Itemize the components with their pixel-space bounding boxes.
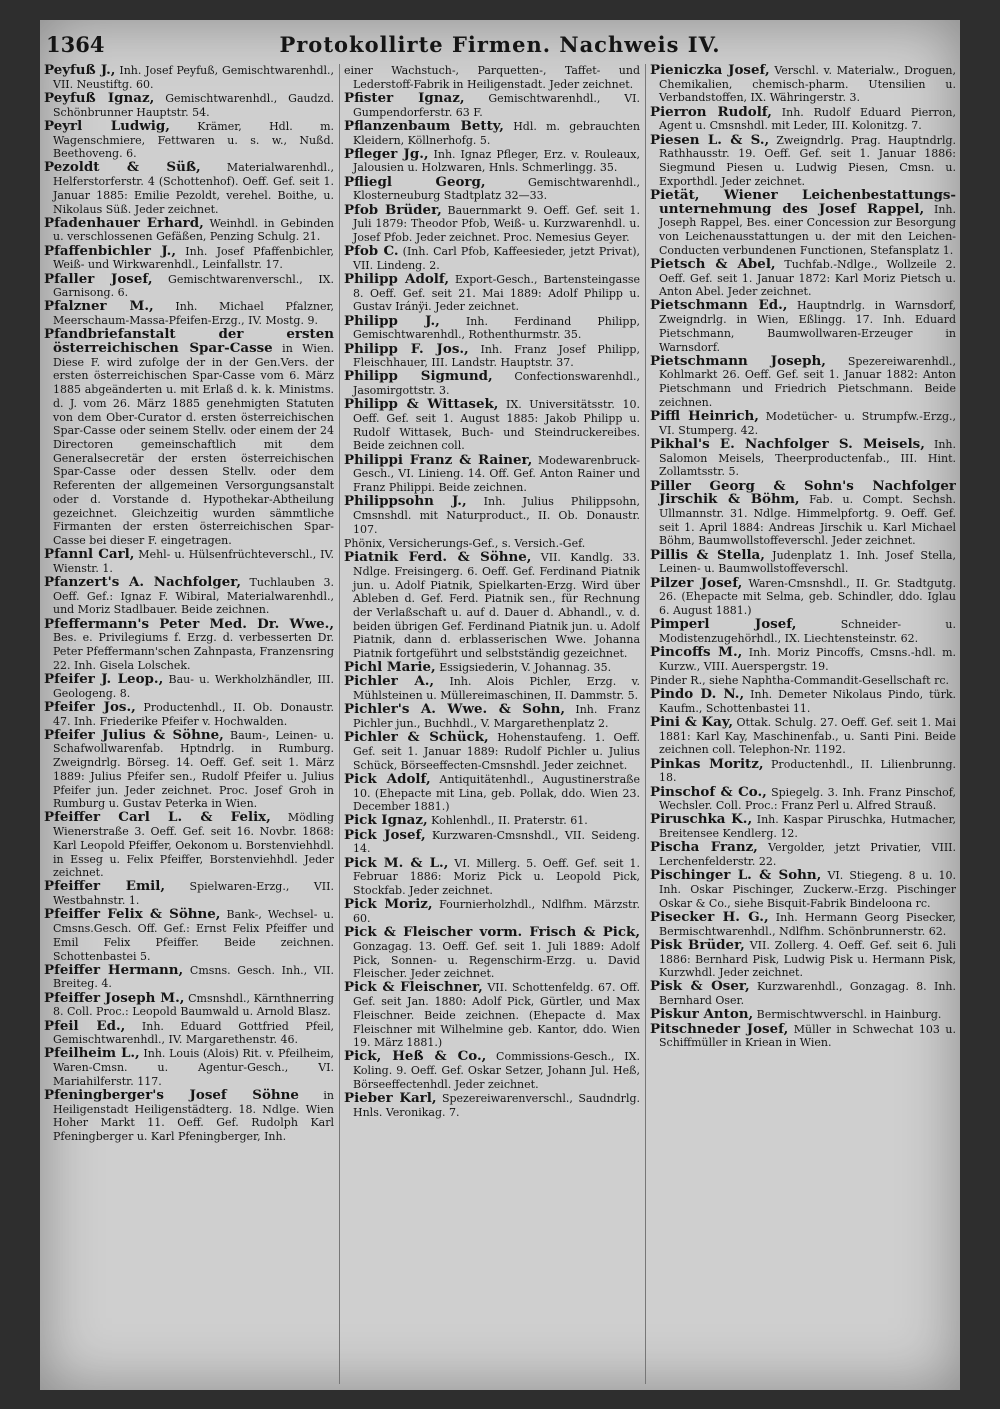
directory-entry (44, 1089, 334, 1144)
firm-name: Pischinger L. & Sohn, (650, 867, 822, 884)
directory-entry (44, 270, 334, 300)
page-title: Protokollirte Firmen. Nachweis IV. (279, 32, 721, 57)
column-1 (44, 64, 334, 1384)
firm-details: Inh. Franz Josef Philipp, Fleischhauer, III. Landstr. Hauptstr. 37. (353, 342, 640, 370)
directory-entry (650, 783, 956, 813)
firm-details: Bauernmarkt 9. Oeff. Gef. seit 1. Juli 1879: Theodor Pfob, Weiß- u. Kurzwarenhdl. u. Josef Pfob. Jeder zeichnet. Proc. Nemesius Geyer. (353, 203, 640, 244)
directory-entry (344, 981, 640, 1050)
firm-details: Hdl. m. gebrauchten Kleidern, Köllnerhofg. 5. (353, 119, 640, 147)
firm-name: Pick Ignaz, (344, 812, 428, 829)
firm-name: Pfaller Josef, (44, 270, 153, 287)
directory-entry (344, 495, 640, 536)
firm-details: Fab. u. Compt. Sechsh. Ullmannstr. 31. Ndlge. Himmelpfortg. 9. Oeff. Gef. seit 1. April 1884: Andreas Jirschik u. Karl Michael Böhm, Baumwollstoffeverschl. Jeder zeichnet. (659, 493, 956, 548)
firm-name: Piruschka K., (650, 811, 753, 828)
directory-entry (44, 161, 334, 216)
firm-name: Pilzer Josef, (650, 574, 743, 591)
directory-entry (44, 1047, 334, 1088)
firm-details: Mehl- u. Hülsenfrüchteverschl., IV. Wienstr. 1. (53, 548, 334, 575)
firm-details: Inh. Michael Pfalzner, Meerschaum-Massa-Pfeifen-Erzg., IV. Mostg. 9. (53, 300, 334, 328)
directory-entry (344, 245, 640, 272)
firm-details: Bermischtwverschl. in Hainburg. (753, 1008, 942, 1022)
directory-entry (44, 576, 334, 617)
firm-name: Pietschmann Joseph, (650, 352, 826, 369)
directory-entry (44, 89, 334, 119)
firm-name: Pick Josef, (344, 826, 426, 843)
firm-details: Inh. Salomon Meisels, Theerproductenfab., III. Hint. Zollamtsstr. 5. (659, 437, 956, 479)
firm-details: Modetücher- u. Strumpfw.-Erzg., VI. Stumperg. 42. (659, 410, 956, 437)
directory-entry (650, 574, 956, 618)
directory-entry (650, 64, 956, 105)
directory-entry (44, 242, 334, 272)
directory-entry (44, 117, 334, 161)
firm-name: Pfeffermann's Peter Med. Dr. Wwe., (44, 615, 334, 632)
firm-name: Piffl Heinrich, (650, 408, 759, 425)
firm-name: Philippsohn J., (344, 493, 467, 510)
directory-entry (44, 989, 334, 1019)
firm-name: Philipp F. Jos., (344, 340, 469, 357)
firm-details: Inh. Josef Pfaffenbichler, Weiß- und Wirkwarenhdl., Leinfallstr. 17. (53, 244, 334, 272)
firm-details: Bes. e. Privilegiums f. Erzg. d. verbesserten Dr. Peter Pfeffermann'schen Zahnpasta, Franzensring 22. Inh. Gisela Lolschek. (53, 631, 334, 672)
firm-name: Pick & Fleischer vorm. Frisch & Pick, (344, 924, 640, 941)
firm-name: Pieber Karl, (344, 1090, 437, 1107)
firm-name: Pfister Ignaz, (344, 89, 465, 106)
firm-details: Kohlenhdl., II. Praterstr. 61. (427, 814, 588, 828)
column-divider (339, 64, 340, 1384)
firm-details: Bank-, Wechsel- u. Cmsns.Gesch. Off. Gef.: Ernst Felix Pfeiffer und Emil Felix Pfeiffer. Beide zeichnen. Schottenbastei 5. (53, 908, 334, 963)
firm-details: Modewarenbruck-Gesch., VI. Linieng. 14. Off. Gef. Anton Rainer und Franz Philippi. Beide zeichnen. (353, 453, 640, 495)
directory-entry (44, 908, 334, 963)
directory-entry (44, 811, 334, 880)
directory-entry (650, 1020, 956, 1050)
directory-entry (650, 980, 956, 1007)
firm-details: Kurzwaren-Cmsnshdl., VII. Seideng. 14. (353, 828, 640, 856)
firm-details: Inh. Hermann Georg Pisecker, Bermischtwarenhdl., Ndlfhm. Schönbrunnerstr. 62. (659, 910, 956, 938)
firm-name: Pichl Marie, (344, 659, 436, 676)
firm-name: Pfannl Carl, (44, 546, 135, 563)
firm-name: Pfeifer Julius & Söhne, (44, 726, 224, 743)
firm-name: Pikhal's E. Nachfolger S. Meisels, (650, 435, 925, 452)
firm-details: Inh. Josef Peyfuß, Gemischtwarenhdl., VII. Neustiftg. 60. (53, 64, 334, 91)
firm-name: Pfeiffer Felix & Söhne, (44, 906, 221, 923)
column-divider (645, 64, 646, 1384)
directory-entry (344, 926, 640, 981)
firm-details: Export-Gesch., Bartensteingasse 8. Oeff. Gef. seit 21. Mai 1889: Adolf Philipp u. Gustav Iránÿi. Jeder zeichnet. (353, 273, 640, 314)
firm-name: Peyfuß J., (44, 64, 116, 78)
firm-name: Pfaffenbichler J., (44, 242, 176, 259)
firm-details: Verschl. v. Materialw., Droguen, Chemikalien, chemisch-pharm. Utensilien u. Verbandstoffen, IX. Währingerstr. 3. (659, 64, 956, 105)
firm-name: Pietschmann Ed., (650, 297, 788, 314)
directory-entry (44, 1017, 334, 1047)
firm-name: Philipp Sigmund, (344, 368, 493, 385)
firm-details: Judenplatz 1. Inh. Josef Stella, Leinen- u. Baumwollstoffeverschl. (659, 548, 956, 576)
directory-entry (344, 312, 640, 342)
firm-details: Inh. Demeter Nikolaus Pindo, türk. Kaufm., Schottenbastei 11. (659, 688, 956, 715)
firm-name: Pietsch & Abel, (650, 255, 776, 272)
firm-details: Confectionswarenhdl., Jasomirgottstr. 3. (353, 370, 640, 398)
firm-details: Spiegelg. 3. Inh. Franz Pinschof, Wechsler. Coll. Proc.: Franz Perl u. Alfred Strauß. (659, 785, 956, 813)
firm-name: Pichler A., (344, 673, 435, 690)
firm-name: Pfeiffer Hermann, (44, 961, 184, 978)
directory-entry (650, 936, 956, 980)
directory-entry (344, 770, 640, 814)
directory-entry (44, 961, 334, 991)
firm-name: Pieniczka Josef, (650, 64, 770, 78)
firm-name: Pimperl Josef, (650, 616, 797, 633)
firm-details: Inh. Eduard Gottfried Pfeil, Gemischtwarenhdl., IV. Margarethenstr. 46. (53, 1019, 334, 1047)
firm-name: Pick, Heß & Co., (344, 1048, 487, 1065)
directory-entry (650, 755, 956, 785)
directory-entry (650, 103, 956, 133)
firm-details: VI. Stiegeng. 8 u. 10. Inh. Oskar Pischinger, Zuckerw.-Erzg. Pischinger Oskar & Co., siehe Bisquit-Fabrik Bindeloona rc. (659, 869, 956, 910)
firm-name: Pezoldt & Süß, (44, 159, 201, 176)
firm-details: Phönix, Versicherungs-Gef., s. Versich.-Gef. (344, 536, 586, 550)
directory-entry (344, 273, 640, 314)
directory-entry (344, 675, 640, 702)
directory-page (40, 20, 960, 1390)
firm-details: Hohenstaufeng. 1. Oeff. Gef. seit 1. Januar 1889: Rudolf Pichler u. Julius Schück, Börseeffecten-Cmsnshdl. Jeder zeichnet. (353, 731, 640, 772)
firm-name: Pfeifer Jos., (44, 698, 136, 715)
directory-entry (344, 340, 640, 370)
firm-name: Pick & Fleischner, (344, 979, 483, 996)
firm-details: Inh. Joseph Rappel, Bes. einer Concession zur Besorgung von Leichenausstattungen u. der mit den Leichen-Conducten verbundenen Functionen, Stefansplatz 1. (659, 202, 956, 257)
firm-details: VI. Millerg. 5. Oeff. Gef. seit 1. Februar 1886: Moriz Pick u. Leopold Pick, Stockfab. Jeder zeichnet. (353, 856, 640, 897)
directory-entry (650, 255, 956, 299)
firm-details: VII. Zollerg. 4. Oeff. Gef. seit 6. Juli 1886: Bernhard Pisk, Ludwig Pisk u. Hermann Pisk, Kurzwhdl. Jeder zeichnet. (659, 938, 956, 980)
directory-entry (344, 1050, 640, 1091)
directory-entry (650, 716, 956, 757)
directory-entry (650, 410, 956, 437)
directory-entry (44, 615, 334, 673)
directory-entry (650, 352, 956, 410)
directory-entry (344, 551, 640, 661)
firm-name: Piatnik Ferd. & Söhne, (344, 549, 532, 566)
directory-entry (650, 435, 956, 479)
directory-entry (344, 451, 640, 495)
column-2 (344, 64, 640, 1384)
firm-name: Pichler & Schück, (344, 729, 489, 746)
page-header (40, 26, 960, 60)
directory-entry (650, 477, 956, 549)
directory-entry (650, 299, 956, 354)
firm-details: Fournierholzhdl., Ndlfhm. Märzstr. 60. (353, 898, 640, 925)
firm-name: Pfeifer J. Leop., (44, 670, 164, 687)
firm-name: Pisk Brüder, (650, 936, 745, 953)
firm-name: Pinkas Moritz, (650, 755, 764, 772)
firm-name: Philipp J., (344, 312, 440, 329)
firm-details: Essigsiederin, V. Johannag. 35. (435, 661, 612, 675)
directory-entry (650, 869, 956, 910)
directory-entry (344, 731, 640, 772)
firm-name: Peyfuß Ignaz, (44, 89, 155, 106)
firm-details: Mödling Wienerstraße 3. Oeff. Gef. seit 16. Novbr. 1868: Karl Leopold Pfeiffer, Oekonom u. Borstenviehhdl. in Esseg u. Felix Pfeiffer, Borstenviehhdl. Jeder zeichnet. (53, 811, 334, 880)
directory-entry (344, 898, 640, 925)
firm-details: Vergolder, jetzt Privatier, VIII. Lerchenfelderstr. 22. (659, 841, 956, 869)
firm-name: Pflanzenbaum Betty, (344, 117, 504, 134)
directory-entry (344, 398, 640, 453)
firm-name: Pfeiffer Carl L. & Felix, (44, 809, 271, 826)
directory-entry (650, 186, 956, 258)
firm-name: Pini & Kay, (650, 714, 734, 731)
firm-details: Bau- u. Werkholzhändler, III. Geologeng. 8. (53, 672, 334, 700)
firm-details: Inh. Rudolf Eduard Pierron, Agent u. Cmsnshdl. mit Leder, III. Kolonitzg. 7. (659, 105, 956, 133)
directory-entry (650, 908, 956, 938)
firm-details: Inh. Franz Pichler jun., Buchhdl., V. Margarethenplatz 2. (353, 703, 640, 731)
firm-name: Philipp & Wittasek, (344, 396, 499, 413)
firm-name: Pfeiffer Emil, (44, 878, 166, 895)
directory-entry (650, 841, 956, 868)
directory-entry (44, 300, 334, 327)
firm-details: Materialwarenhdl., Helferstorferstr. 4 (Schottenhof). Oeff. Gef. seit 1. Januar 1885: Emilie Pezoldt, verehel. Boithe, u. Nikolaus Süß. Jeder zeichnet. (53, 161, 334, 216)
firm-name: Piesen L. & S., (650, 131, 770, 148)
firm-name: Pfalzner M., (44, 298, 154, 315)
directory-entry (344, 145, 640, 175)
firm-details: VII. Kandlg. 33. Ndlge. Freisingerg. 6. Oeff. Gef. Ferdinand Piatnik jun. u. Adolf Piatnik, Spielkarten-Erzg. Wird über Ableben d. Gef. Ferd. Piatnik sen., für Rechnung der Verlaßschaft u. auf d. Dauer d. Abhandl., v. d. beiden übrigen Gef. Ferdinand Piatnik jun. u. Adolf Piatnik, dann d. erblasserischen Wwe. Johanna Piatnik fortgeführt und selbstständig gezeichnet. (353, 551, 640, 661)
firm-details: Cmsnshdl., Kärnthnerring 8. Coll. Proc.: Leopold Baumwald u. Arnold Blasz. (53, 991, 334, 1019)
firm-details: Baum-, Leinen- u. Schafwollwarenfab. Hptndrlg. in Rumburg. Zweigndrlg. Börseg. 14. Oeff. Gef. seit 1. März 1889: Julius Pfeifer sen., Rudolf Pfeifer u. Julius Pfeifer jun. Jeder zeichnet. Proc. Josef Groh in Rumburg u. Gustav Peterka in Wien. (53, 728, 334, 811)
firm-details: Gonzagag. 13. Oeff. Gef. seit 1. Juli 1889: Adolf Pick, Sonnen- u. Regenschirm-Erzg. u. David Fleischer. Jeder zeichnet. (353, 939, 640, 981)
firm-details: Commissions-Gesch., IX. Koling. 9. Oeff. Gef. Oskar Setzer, Johann Jul. Heß, Börseeffectenhdl. Jeder zeichnet. (353, 1050, 640, 1091)
firm-details: Inh. Ferdinand Philipp, Gemischtwarenhdl., Rothenthurmstr. 35. (353, 314, 640, 342)
firm-name: Pisecker H. G., (650, 908, 769, 925)
firm-details: Spezereiwarenverschl., Saudndrlg. Hnls. Veronikag. 7. (353, 1092, 640, 1119)
firm-details: Inh. Louis (Alois) Rit. v. Pfeilheim, Waren-Cmsn. u. Agentur-Gesch., VI. Mariahilferstr. 117. (53, 1047, 334, 1088)
firm-name: Pitschneder Josef, (650, 1020, 789, 1037)
directory-entry (650, 688, 956, 715)
directory-entry (344, 826, 640, 856)
directory-entry (44, 698, 334, 728)
firm-name: Pichler's A. Wwe. & Sohn, (344, 701, 566, 718)
directory-entry (44, 726, 334, 811)
firm-name: Piller Georg & Sohn's Nachfolger Jirschik & Böhm, (650, 477, 956, 508)
firm-name: Peyrl Ludwig, (44, 117, 170, 134)
firm-details: Gemischtwarenhdl., VI. Gumpendorferstr. 63 F. (353, 91, 640, 119)
firm-details: Zweigndrlg. Prag. Hauptndrlg. Rathhausstr. 19. Oeff. Gef. seit 1. Januar 1886: Siegmund Piesen u. Ludwig Piesen, Cmsn. u. Exporthdl. Jeder zeichnet. (659, 133, 956, 188)
firm-name: Pfeningberger's Josef Söhne (44, 1087, 299, 1104)
columns (44, 64, 956, 1384)
firm-details: Tuchfab.-Ndlge., Wollzeile 2. Oeff. Gef. seit 1. Januar 1872: Karl Moriz Pietsch u. Anton Abel. Jeder zeichnet. (659, 257, 956, 299)
firm-details: Tuchlauben 3. Oeff. Gef.: Ignaz F. Wibiral, Materialwarenhdl., und Moriz Stadlbauer. Beide zeichnen. (53, 576, 334, 617)
directory-entry (344, 854, 640, 898)
directory-entry (344, 201, 640, 245)
firm-details: in Wien. Diese F. wird zufolge der in der Gen.Vers. der ersten österreichischen Spar-Casse vom 6. März 1885 abgeänderten u. mit Erlaß d. k. k. Ministms. d. J. vom 26. März 1885 genehmigten Statuten von dem Ober-Curator d. ersten österreichischen Spar-Casse oder seinem Stellv. oder einem der 24 Directoren gemeinschaftlich mit dem Generalsecretär der ersten österreichischen Spar-Casse oder dessen Stellv. oder dem Referenten der allgemeinen Versorgungsanstalt oder d. Vorstande d. Hypothekar-Abtheilung gezeichnet. Gleichzeitig wurden sämmtliche Firmanten der ersten österreichischen Spar-Casse bei dieser F. eingetragen. (53, 342, 334, 547)
firm-details: Antiquitätenhdl., Augustinerstraße 10. (Ehepacte mit Lina, geb. Pollak, ddo. Wien 23. December 1881.) (353, 772, 640, 814)
firm-details: (Inh. Carl Pfob, Kaffeesieder, jetzt Privat), VII. Lindeng. 2. (353, 245, 640, 272)
directory-entry (44, 670, 334, 700)
firm-name: Pincoffs M., (650, 644, 743, 661)
firm-name: Pfeil Ed., (44, 1017, 126, 1034)
firm-details: Müller in Schwechat 103 u. Schiffmüller in Kriean in Wien. (659, 1022, 956, 1050)
firm-name: Pfeilheim L., (44, 1045, 140, 1062)
directory-entry (44, 548, 334, 575)
firm-details: IX. Universitätsstr. 10. Oeff. Gef. seit 1. August 1885: Jakob Philipp u. Rudolf Wittasek, Buch- und Steindruckereibes. Beide zeichnen coll. (353, 398, 640, 453)
firm-details: Waren-Cmsnshdl., II. Gr. Stadtgutg. 26. (Ehepacte mit Selma, geb. Schindler, ddo. Iglau 6. August 1881.) (659, 576, 956, 617)
directory-entry (650, 618, 956, 645)
firm-name: Pinschof & Co., (650, 783, 767, 800)
firm-details: Ottak. Schulg. 27. Oeff. Gef. seit 1. Mai 1881: Karl Kay, Maschinenfab., u. Santi Pini. Beide zeichnen coll. Telephon-Nr. 1192. (659, 716, 956, 757)
firm-name: Pindo D. N., (650, 686, 745, 703)
firm-name: Pischa Franz, (650, 839, 758, 856)
firm-details: Gemischtwarenhdl., Klosterneuburg Stadtplatz 32—33. (353, 175, 640, 203)
firm-name: Pfeiffer Joseph M., (44, 989, 185, 1006)
firm-name: Pick Adolf, (344, 770, 431, 787)
directory-entry (650, 646, 956, 673)
directory-entry (344, 89, 640, 119)
firm-name: Pfandbriefanstalt der ersten österreichischen Spar-Casse (44, 326, 334, 357)
firm-details: Schneider- u. Modistenzugehörhdl., IX. Liechtensteinstr. 62. (659, 618, 956, 645)
column-3 (650, 64, 956, 1384)
directory-entry (650, 131, 956, 189)
firm-details: VII. Schottenfeldg. 67. Off. Gef. seit Jan. 1880: Adolf Pick, Gürtler, und Max Fleischner. Beide zeichnen. (Ehepacte d. Max Fleischner mit Wilhelmine geb. Kantor, ddo. Wien 19. März 1881.) (353, 981, 640, 1050)
firm-name: Pfadenhauer Erhard, (44, 214, 204, 231)
firm-name: Pfliegl Georg, (344, 173, 486, 190)
firm-details: Krämer, Hdl. m. Wagenschmiere, Fettwaren u. s. w., Nußd. Beethoveng. 6. (53, 119, 334, 161)
firm-details: Inh. Kaspar Piruschka, Hutmacher, Breitensee Kendlerg. 12. (659, 813, 956, 841)
firm-details: Inh. Moriz Pincoffs, Cmsns.-hdl. m. Kurzw., VIII. Auerspergstr. 19. (659, 646, 956, 673)
firm-details: Spielwaren-Erzg., VII. Westbahnstr. 1. (53, 880, 334, 908)
firm-details: Weinhdl. in Gebinden u. verschlossenen Gefäßen, Penzing Schulg. 21. (53, 216, 334, 244)
directory-entry (650, 546, 956, 576)
firm-details: Productenhdl., II. Lilienbrunng. 18. (659, 757, 956, 785)
firm-name: Pfanzert's A. Nachfolger, (44, 574, 242, 591)
firm-name: Pick Moriz, (344, 896, 433, 913)
directory-entry (650, 813, 956, 840)
firm-name: Pfob C. (344, 243, 399, 260)
directory-entry (44, 64, 334, 91)
directory-entry (344, 173, 640, 203)
firm-details: in Heiligenstadt Heiligenstädterg. 18. Ndlge. Wien Hoher Markt 11. Oeff. Gef. Rudolph Karl Pfeningberger u. Karl Pfeningberger, Inh. (53, 1089, 334, 1144)
firm-name: Philipp Adolf, (344, 271, 449, 288)
firm-name: Pick M. & L., (344, 854, 449, 871)
firm-name: Pfob Brüder, (344, 201, 442, 218)
firm-details: Cmsns. Gesch. Inh., VII. Breiteg. 4. (53, 963, 334, 991)
directory-entry (44, 880, 334, 907)
firm-details: Gemischtwarenverschl., IX. Garnisong. 6. (53, 272, 334, 300)
firm-details: Productenhdl., II. Ob. Donaustr. 47. Inh. Friederike Pfeifer v. Hochwalden. (53, 700, 334, 728)
firm-name: Pietät, Wiener Leichenbestattungs-unternehmung des Josef Rappel, (650, 186, 956, 217)
directory-entry (344, 703, 640, 730)
firm-details: Pinder R., siehe Naphtha-Commandit-Gesellschaft rc. (650, 673, 950, 687)
firm-details: Hauptndrlg. in Warnsdorf, Zweigndrlg. in Wien, Eßlingg. 17. Inh. Eduard Pietschmann, Baumwollwaren-Erzeuger in Warnsdorf. (659, 299, 956, 354)
firm-details: Gemischtwarenhdl., Gaudzd. Schönbrunner Hauptstr. 54. (53, 91, 334, 119)
firm-details: Inh. Ignaz Pfleger, Erz. v. Rouleaux, Jalousien u. Holzwaren, Hnls. Schmerlingg. 35. (353, 147, 640, 175)
firm-name: Piskur Anton, (650, 1006, 754, 1023)
firm-name: Philippi Franz & Rainer, (344, 451, 533, 468)
firm-details: Inh. Julius Philippsohn, Cmsnshdl. mit Naturproduct., II. Ob. Donaustr. 107. (353, 495, 640, 536)
directory-entry (44, 328, 334, 547)
page-number: 1364 (46, 32, 105, 57)
directory-entry (44, 214, 334, 244)
firm-name: Pillis & Stella, (650, 546, 765, 563)
firm-name: Pierron Rudolf, (650, 103, 772, 120)
directory-entry (344, 1092, 640, 1119)
firm-name: Pfleger Jg., (344, 145, 429, 162)
firm-details: einer Wachstuch-, Parquetten-, Taffet- und Lederstoff-Fabrik in Heiligenstadt. Jeder zeichnet. (344, 64, 640, 91)
firm-details: Spezereiwarenhdl., Kohlmarkt 26. Oeff. Gef. seit 1. Januar 1882: Anton Pietschmann und Friedrich Pietschmann. Beide zeichnen. (659, 354, 956, 409)
firm-details: Inh. Alois Pichler, Erzg. v. Mühlsteinen u. Müllereimaschinen, II. Dammstr. 5. (353, 675, 640, 703)
directory-entry (344, 370, 640, 397)
firm-details: Kurzwarenhdl., Gonzagag. 8. Inh. Bernhard Oser. (659, 980, 956, 1008)
directory-entry (344, 64, 640, 91)
firm-name: Pisk & Oser, (650, 978, 750, 995)
directory-entry (344, 117, 640, 147)
